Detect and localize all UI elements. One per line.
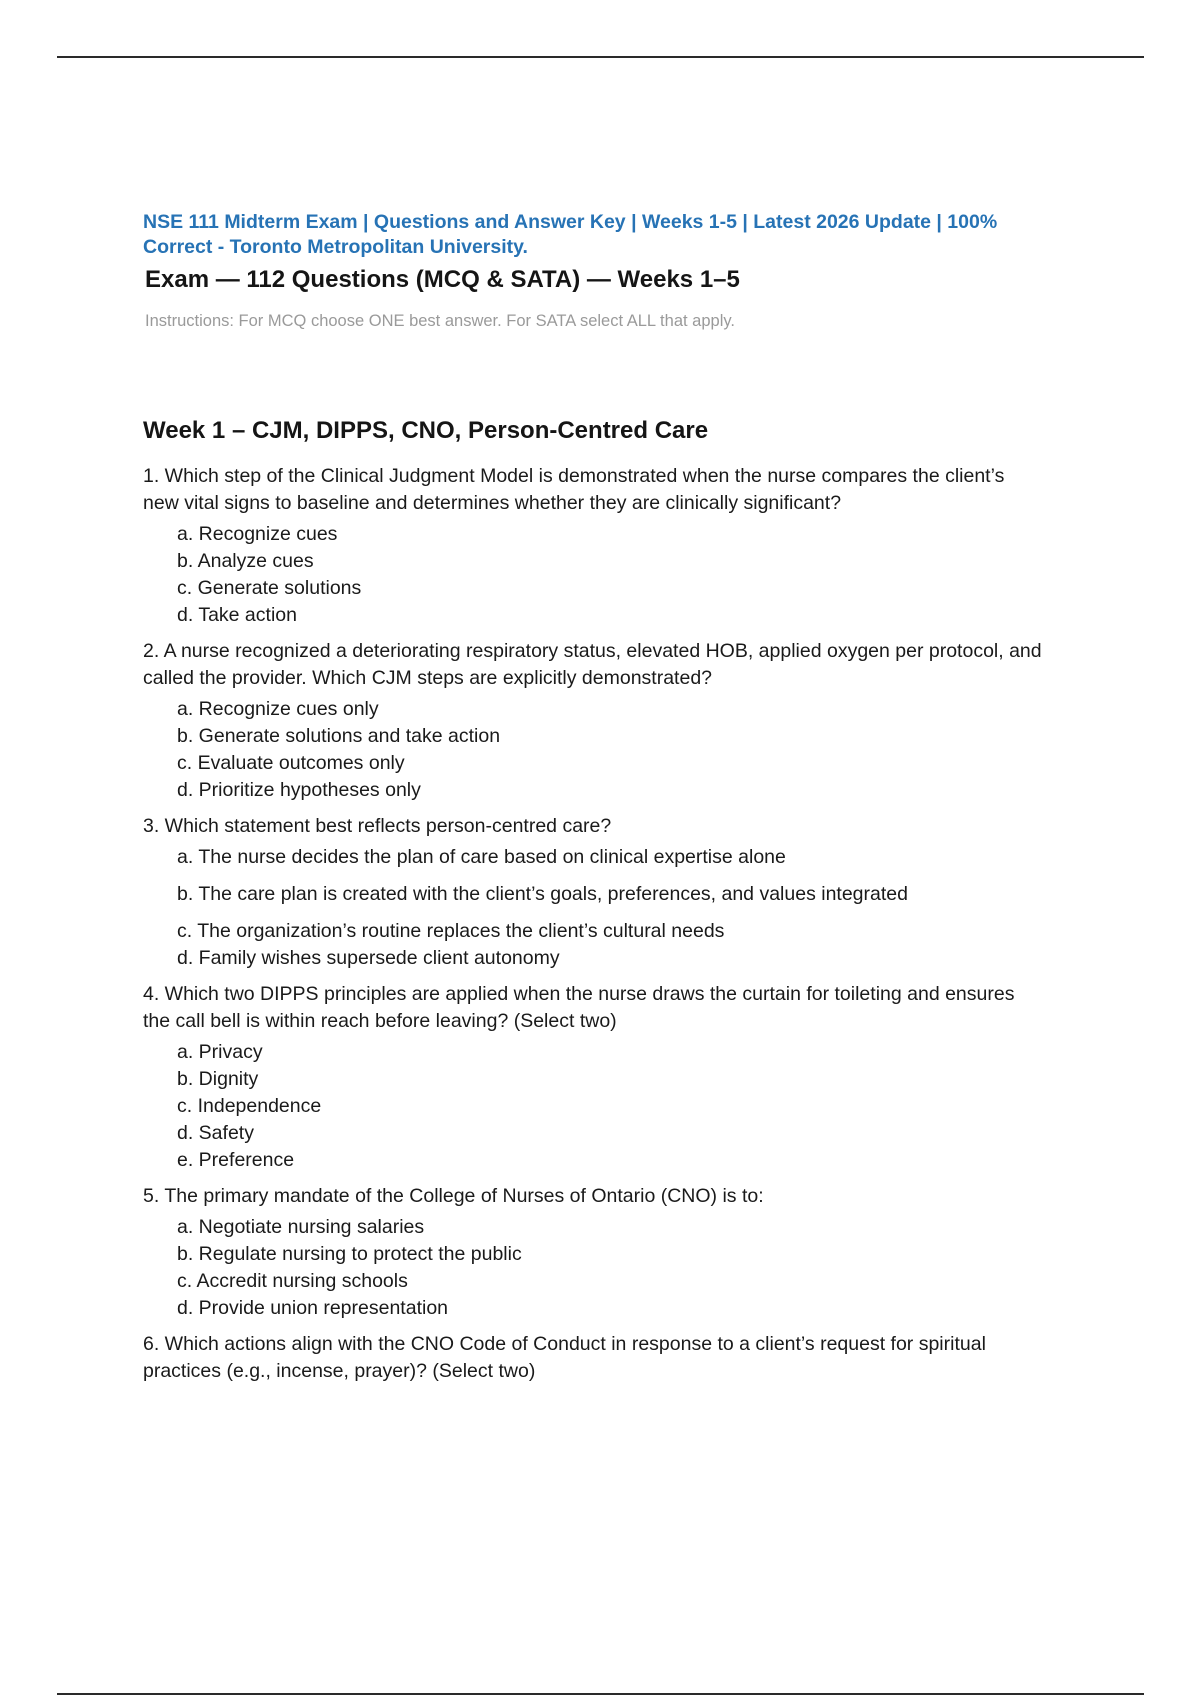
answer-options [177, 521, 1043, 629]
answer-option: b. Analyze cues [177, 550, 314, 572]
question-3 [143, 813, 1043, 972]
answer-option: b. Generate solutions and take action [177, 725, 501, 747]
answer-option: a. Privacy [177, 1041, 263, 1063]
answer-options [177, 696, 1043, 804]
question-stem: 2. A nurse recognized a deteriorating respiratory status, elevated HOB, applied oxygen per protocol, and called the provider. Which CJM steps are explicitly demonstrated? [143, 640, 1042, 689]
question-stem: 1. Which step of the Clinical Judgment Model is demonstrated when the nurse compares the client’s new vital signs to baseline and determines whether they are clinically significant? [143, 465, 1005, 514]
question-stem: 3. Which statement best reflects person-centred care? [143, 815, 612, 837]
question-2 [143, 638, 1043, 804]
answer-option: a. Negotiate nursing salaries [177, 1216, 425, 1238]
question-4 [143, 981, 1043, 1174]
answer-option: a. Recognize cues only [177, 698, 379, 720]
answer-option: a. The nurse decides the plan of care based on clinical expertise alone [177, 846, 786, 868]
answer-options [177, 1214, 1043, 1322]
exam-heading: Exam — 112 Questions (MCQ & SATA) — Weeks 1–5 [145, 266, 740, 293]
section-heading: Week 1 – CJM, DIPPS, CNO, Person-Centred Care [143, 417, 709, 444]
answer-options [177, 1039, 1043, 1174]
answer-option: c. Generate solutions [177, 577, 362, 599]
answer-option: c. Accredit nursing schools [177, 1270, 408, 1292]
answer-option: c. Evaluate outcomes only [177, 752, 405, 774]
answer-option: b. Dignity [177, 1068, 259, 1090]
answer-option: c. The organization’s routine replaces the client’s cultural needs [177, 920, 725, 942]
answer-option: d. Prioritize hypotheses only [177, 779, 421, 801]
answer-option: e. Preference [177, 1149, 295, 1171]
question-list [143, 463, 1043, 1394]
answer-option: d. Safety [177, 1122, 254, 1144]
answer-option: c. Independence [177, 1095, 322, 1117]
answer-option: d. Provide union representation [177, 1297, 449, 1319]
answer-option: a. Recognize cues [177, 523, 338, 545]
answer-option: b. Regulate nursing to protect the public [177, 1243, 522, 1265]
answer-option: d. Family wishes supersede client autonomy [177, 947, 560, 969]
question-stem: 5. The primary mandate of the College of Nurses of Ontario (CNO) is to: [143, 1185, 764, 1207]
question-stem: 4. Which two DIPPS principles are applied when the nurse draws the curtain for toileting and ensures the call bell is within reach before leaving? (Select two) [143, 983, 1015, 1032]
document-title: NSE 111 Midterm Exam | Questions and Answer Key | Weeks 1-5 | Latest 2026 Update | 100% Correct - Toronto Metropolitan University. [143, 211, 998, 258]
answer-options [177, 844, 1043, 972]
question-6 [143, 1331, 1043, 1385]
answer-option: d. Take action [177, 604, 297, 626]
question-5 [143, 1183, 1043, 1322]
top-rule [57, 56, 1144, 58]
answer-option: b. The care plan is created with the client’s goals, preferences, and values integrated [177, 883, 908, 905]
question-1 [143, 463, 1043, 629]
instructions-text: Instructions: For MCQ choose ONE best answer. For SATA select ALL that apply. [145, 312, 735, 330]
question-stem: 6. Which actions align with the CNO Code of Conduct in response to a client’s request for spiritual practices (e.g., incense, prayer)? (Select two) [143, 1333, 986, 1382]
bottom-rule [57, 1693, 1144, 1695]
